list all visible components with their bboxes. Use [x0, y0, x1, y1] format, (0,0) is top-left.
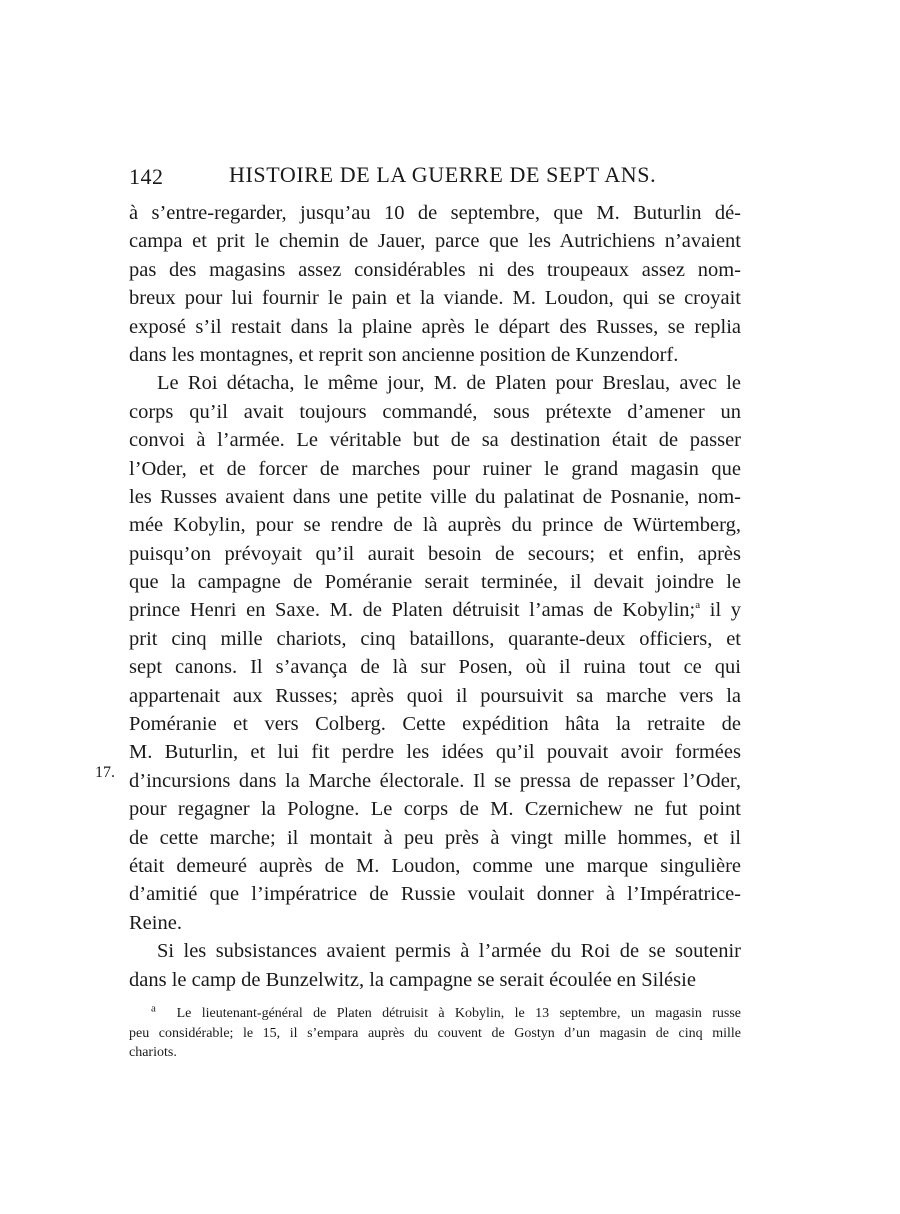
text-line: Poméranie et vers Colberg. Cette expédition hâta la retraite de [129, 713, 741, 736]
text-line: campa et prit le chemin de Jauer, parce que les Autrichiens n’avaient [129, 230, 741, 253]
text-segment: il y [700, 599, 741, 622]
footnote-line: peu considérable; le 15, il s’empara auprès du couvent de Gostyn d’un magasin de cinq mille [129, 1025, 741, 1041]
text-line: dans le camp de Bunzelwitz, la campagne se serait écoulée en Silésie [129, 968, 696, 991]
footnote-line [129, 1004, 741, 1024]
text-line: Le Roi détacha, le même jour, M. de Platen pour Breslau, avec le [157, 372, 741, 395]
text-line: puisqu’on prévoyait qu’il aurait besoin de secours; et enfin, après [129, 542, 741, 565]
running-header [129, 162, 741, 192]
text-line: les Russes avaient dans une petite ville du palatinat de Posnanie, nom- [129, 485, 741, 508]
text-line: mée Kobylin, pour se rendre de là auprès du prince de Würtemberg, [129, 514, 741, 537]
margin-number: 17. [95, 764, 115, 781]
text-line: prit cinq mille chariots, cinq bataillons, quarante-deux officiers, et [129, 627, 741, 650]
footnote [129, 1004, 741, 1063]
text-line: Si les subsistances avaient permis à l’armée du Roi de se soutenir [157, 940, 741, 963]
footnote-line: chariots. [129, 1045, 177, 1060]
text-line: pour regagner la Pologne. Le corps de M. Czernichew ne fut point [129, 798, 741, 821]
text-line: pas des magasins assez considérables ni des troupeaux assez nom- [129, 258, 741, 281]
text-line: M. Buturlin, et lui fit perdre les idées qu’il pouvait avoir formées [129, 741, 741, 764]
text-line: convoi à l’armée. Le véritable but de sa destination était de passer [129, 429, 741, 452]
text-line: corps qu’il avait toujours commandé, sous prétexte d’amener un [129, 400, 741, 423]
page-number: 142 [129, 164, 164, 189]
footnote-marker: a [151, 1002, 156, 1015]
text-line: appartenait aux Russes; après quoi il poursuivit sa marche vers la [129, 684, 741, 707]
running-title: HISTOIRE DE LA GUERRE DE SEPT ANS. [229, 162, 657, 187]
text-line: l’Oder, et de forcer de marches pour ruiner le grand magasin que [129, 457, 741, 480]
text-line: de cette marche; il montait à peu près à vingt mille hommes, et il [129, 826, 741, 849]
text-line: breux pour lui fournir le pain et la viande. M. Loudon, qui se croyait [129, 287, 741, 310]
footnote-text-segment: Le lieutenant-général de Platen détruisit à Kobylin, le 13 septembre, un magasin russe [176, 1006, 741, 1021]
text-line: était demeuré auprès de M. Loudon, comme une marque singulière [129, 854, 741, 877]
footnote-reference: a [695, 599, 701, 612]
text-line: Reine. [129, 911, 182, 934]
text-line: sept canons. Il s’avança de là sur Posen, où il ruina tout ce qui [129, 656, 741, 679]
body-text [129, 199, 741, 994]
text-line: à s’entre-regarder, jusqu’au 10 de septembre, que M. Buturlin dé- [129, 202, 741, 224]
text-line-with-footnote-ref [129, 596, 741, 624]
text-segment: prince Henri en Saxe. M. de Platen détruisit l’amas de Kobylin; [129, 599, 696, 622]
text-line: que la campagne de Poméranie serait terminée, il devait joindre le [129, 571, 741, 594]
text-line: dans les montagnes, et reprit son ancienne position de Kunzendorf. [129, 343, 679, 366]
text-line: exposé s’il restait dans la plaine après le départ des Russes, se replia [129, 315, 741, 338]
text-line: d’incursions dans la Marche électorale. Il se pressa de repasser l’Oder, [129, 769, 741, 792]
text-line: d’amitié que l’impératrice de Russie voulait donner à l’Impératrice- [129, 883, 741, 906]
